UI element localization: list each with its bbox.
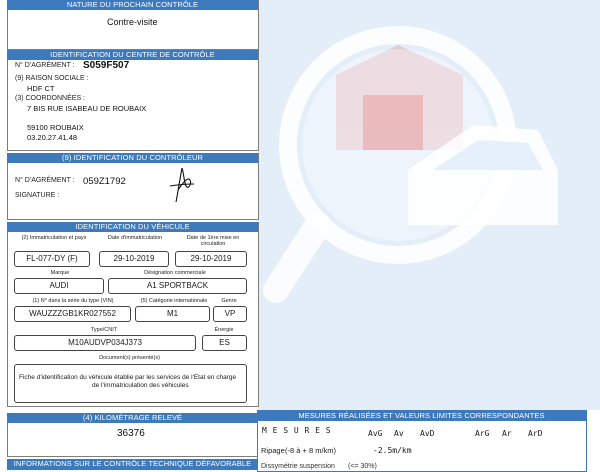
- date-immat-value: 29-10-2019: [99, 251, 169, 267]
- col-avg: AvG: [368, 429, 383, 438]
- col-arg: ArG: [475, 429, 490, 438]
- vehicule-header: IDENTIFICATION DU VÉHICULE: [7, 222, 258, 232]
- date-first-label: Date de 1ère mise en circulation: [186, 235, 240, 247]
- centre-phone: 03.20.27.41.48: [27, 133, 78, 142]
- col-ard: ArD: [528, 429, 543, 438]
- informations-header: INFORMATIONS SUR LE CONTRÔLE TECHNIQUE DÉFAVORABLE: [7, 459, 258, 470]
- col-avd: AvD: [420, 429, 435, 438]
- centre-agrement-value: S059F507: [83, 60, 130, 71]
- coordonnees-label: (3) COORDONNÉES :: [15, 95, 86, 102]
- type-value: M10AUDVP034J373: [14, 335, 196, 351]
- categorie-label: (5) Catégorie internationale: [140, 298, 208, 304]
- documents-line-2: de l'immatriculation des véhicules: [92, 382, 189, 389]
- controleur-header: (9) IDENTIFICATION DU CONTRÔLEUR: [7, 153, 258, 163]
- vin-label: (1) N° dans la série du type (VIN): [32, 298, 114, 304]
- immat-label: (2) Immatriculation et pays: [21, 235, 87, 241]
- centre-address: 7 BIS RUE ISABEAU DE ROUBAIX: [27, 104, 147, 113]
- date-immat-label: Date d'immatriculation: [107, 235, 163, 241]
- documents-line-1: Fiche d'identification du véhicule établie par les services de l'Etat en charge: [19, 374, 237, 381]
- vin-value: WAUZZZGB1KR027552: [14, 306, 131, 322]
- categorie-value: M1: [135, 306, 210, 322]
- nature-header: NATURE DU PROCHAIN CONTRÔLE: [7, 0, 258, 10]
- energie-value: ES: [202, 335, 247, 351]
- centre-city: 59100 ROUBAIX: [27, 123, 84, 132]
- signature-icon: [162, 164, 202, 206]
- watermark-logo-icon: [258, 0, 600, 410]
- mesures-header: MESURES RÉALISÉES ET VALEURS LIMITES CORRESPONDANTES: [257, 411, 586, 421]
- genre-label: Genre: [221, 298, 237, 304]
- col-av: Av: [394, 429, 404, 438]
- controleur-panel: [7, 153, 259, 220]
- ripage-limit: (-8 à + 8 m/km): [285, 446, 337, 455]
- date-first-value: 29-10-2019: [175, 251, 247, 267]
- ripage-value: -2.5m/km: [373, 446, 412, 455]
- marque-value: AUDI: [14, 278, 104, 294]
- raison-sociale-label: (9) RAISON SOCIALE :: [15, 75, 89, 82]
- ripage-label: Ripage: [261, 446, 285, 455]
- designation-label: Désignation commerciale: [144, 270, 206, 276]
- mesures-title: M E S U R E S: [262, 426, 332, 435]
- next-row-limit: (<= 30%): [348, 463, 377, 470]
- nature-value: Contre-visite: [107, 17, 158, 27]
- marque-label: Marque: [50, 270, 70, 276]
- immat-value: FL-077-DY (F): [14, 251, 90, 267]
- energie-label: Énergie: [214, 327, 234, 333]
- designation-value: A1 SPORTBACK: [108, 278, 247, 294]
- raison-sociale-value: HDF CT: [27, 84, 55, 93]
- documents-label: Document(s) présenté(s): [99, 355, 160, 361]
- col-ar: Ar: [502, 429, 512, 438]
- signature-label: SIGNATURE :: [15, 192, 60, 199]
- centre-agrement-label: N° D'AGRÉMENT :: [15, 62, 75, 69]
- centre-header: IDENTIFICATION DU CENTRE DE CONTRÔLE: [7, 50, 258, 60]
- controleur-agrement-value: 059Z1792: [83, 176, 126, 187]
- genre-value: VP: [213, 306, 247, 322]
- type-label: Type/CNIT: [90, 327, 118, 333]
- kilometrage-header: (4) KILOMÉTRAGE RELEVÉ: [7, 413, 258, 423]
- kilometrage-value: 36376: [117, 428, 145, 439]
- controleur-agrement-label: N° D'AGRÉMENT :: [15, 177, 75, 184]
- next-row-label: Dissymétrie suspension: [261, 463, 335, 470]
